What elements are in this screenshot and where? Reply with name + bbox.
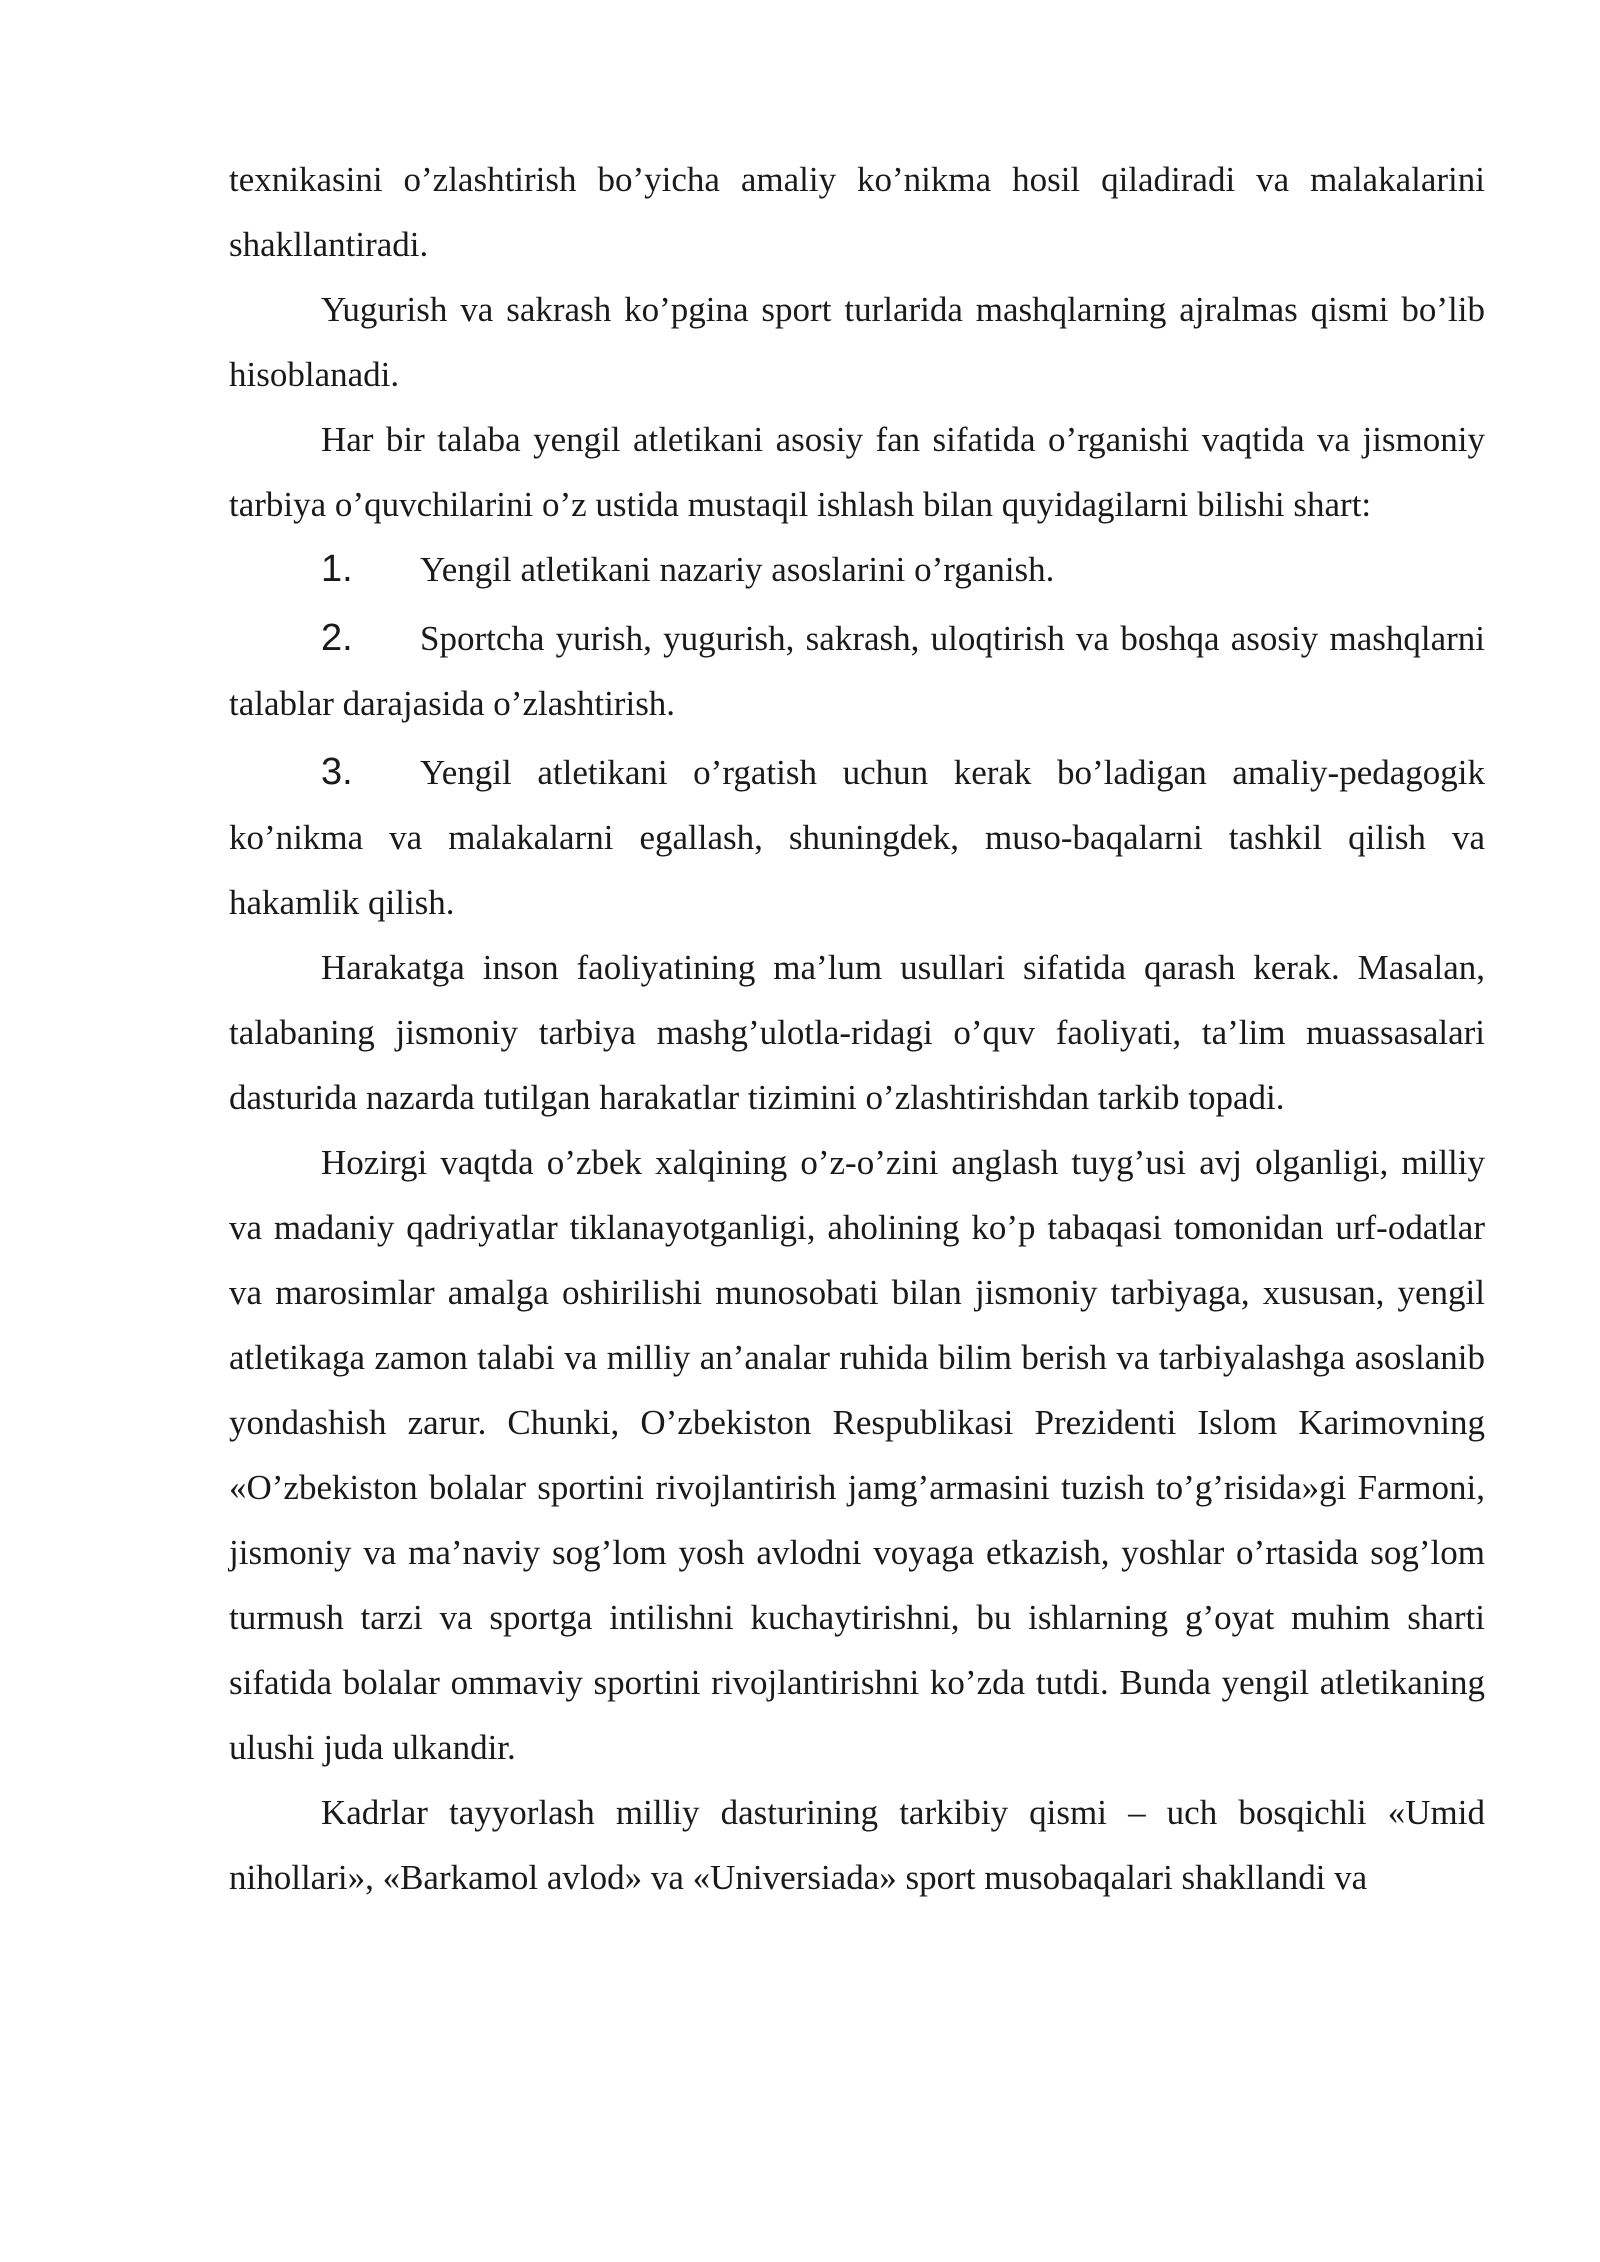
paragraph-running-jumping: Yugurish va sakrash ko’pgina sport turlarida mashqlarning ajralmas qismi bo’lib hisoblanadi. <box>229 290 1485 394</box>
list-number: 2. <box>321 617 353 659</box>
paragraph-movement: Harakatga inson faoliyatining ma’lum usullari sifatida qarash kerak. Masalan, talabaning jismoniy tarbiya mashg’ulotla-ridagi o’quv faoliyati, ta’lim muassasalari dasturida nazarda tutilgan harakatlar tizimini o’zlashtirishdan tarkib topadi. <box>229 948 1485 1117</box>
list-item-3 <box>229 740 1485 935</box>
list-item-text: Yengil atletikani nazariy asoslarini o’rganish. <box>420 550 1055 589</box>
document-page <box>229 147 1485 1910</box>
paragraph-continuation: texnikasini o’zlashtirish bo’yicha amaliy ko’nikma hosil qiladiradi va malakalarini shakllantiradi. <box>229 160 1485 264</box>
list-number: 1. <box>321 548 353 590</box>
list-item-2 <box>229 606 1485 736</box>
list-number: 3. <box>321 751 353 793</box>
list-item-text: Sportcha yurish, yugurish, sakrash, uloqtirish va boshqa asosiy mashqlarni talablar darajasida o’zlashtirish. <box>229 619 1485 723</box>
paragraph-personnel-training: Kadrlar tayyorlash milliy dasturining tarkibiy qismi – uch bosqichli «Umid nihollari», «Barkamol avlod» va «Universiada» sport musobaqalari shakllandi va <box>229 1793 1485 1897</box>
paragraph-current-time: Hozirgi vaqtda o’zbek xalqining o’z-o’zini anglash tuyg’usi avj olganligi, milliy va madaniy qadriyatlar tiklanayotganligi, aholining ko’p tabaqasi tomonidan urf-odatlar va marosimlar amalga oshirilishi munosobati bilan jismoniy tarbiyaga, xususan, yengil atletikaga zamon talabi va milliy an’analar ruhida bilim berish va tarbiyalashga asoslanib yondashish zarur. Chunki, O’zbekiston Respublikasi Prezidenti Islom Karimovning «O’zbekiston bolalar sportini rivojlantirish jamg’armasini tuzish to’g’risida»gi Farmoni, jismoniy va ma’naviy sog’lom yosh avlodni voyaga etkazish, yoshlar o’rtasida sog’lom turmush tarzi va sportga intilishni kuchaytirishni, bu ishlarning g’oyat muhim sharti sifatida bolalar ommaviy sportini rivojlantirishni ko’zda tutdi. Bunda yengil atletikaning ulushi juda ulkandir. <box>229 1143 1485 1767</box>
list-item-text: Yengil atletikani o’rgatish uchun kerak bo’ladigan amaliy-pedagogik ko’nikma va malakalarni egallash, shuningdek, muso-baqalarni tashkil qilish va hakamlik qilish. <box>229 753 1485 922</box>
list-item-1 <box>229 537 1485 602</box>
paragraph-student-requirements: Har bir talaba yengil atletikani asosiy fan sifatida o’rganishi vaqtida va jismoniy tarbiya o’quvchilarini o’z ustida mustaqil ishlash bilan quyidagilarni bilishi shart: <box>229 420 1485 524</box>
